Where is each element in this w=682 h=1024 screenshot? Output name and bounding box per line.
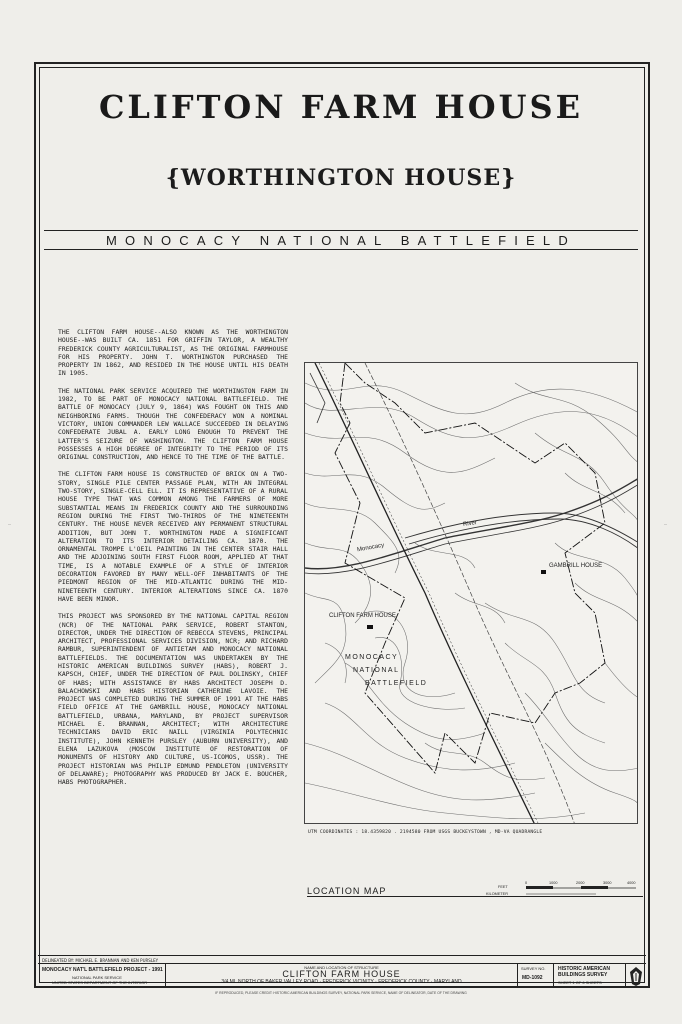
scale-km-label: KILOMETER xyxy=(486,892,508,896)
topographic-map-drawing xyxy=(305,363,638,824)
habs-line-1: HISTORIC AMERICAN xyxy=(558,966,610,972)
battlefield-band xyxy=(44,230,638,250)
habs-line-2: BUILDINGS SURVEY xyxy=(558,972,608,978)
title-block-project-cell xyxy=(38,964,166,988)
location-map xyxy=(304,362,638,824)
paragraph-history: THE CLIFTON FARM HOUSE--ALSO KNOWN AS THE WORTHINGTON HOUSE--WAS BUILT CA. 1851 FOR GRIFFIN TAYLOR, A WEALTHY FREDERICK COUNTY AGRICULTURALIST, AS THE ORIGINAL FARMHOUSE FOR HIS PROPERTY. JOHN T. WORTHINGTON PURCHASED THE PROPERTY IN 1862, AND RESIDED IN THE HOUSE UNTIL HIS DEATH IN 1905. xyxy=(58,328,288,378)
map-label-river-2: River xyxy=(462,520,478,528)
scale-feet-label: FEET xyxy=(498,885,508,889)
agency-nps: NATIONAL PARK SERVICE xyxy=(72,975,122,980)
title-block-habs-cell xyxy=(554,964,626,988)
title-block-survey-cell xyxy=(518,964,554,988)
map-label-river: Monocacy xyxy=(356,542,385,554)
registration-mark-right: — xyxy=(664,522,667,526)
paragraph-acquisition: THE NATIONAL PARK SERVICE ACQUIRED THE WORTHINGTON FARM IN 1982, TO BE PART OF MONOCACY NATIONAL BATTLEFIELD. THE BATTLE OF MONOCACY (JULY 9, 1864) WAS FOUGHT ON THIS AND NEIGHBORING FARMS. THOUGH THE CONFEDERACY WON A NOMINAL VICTORY, UNION COMMANDER LEW WALLACE SUCCEEDED IN DELAYING CONFEDERATE JUBAL A. EARLY LONG ENOUGH TO PREVENT THE LATTER'S SEIZURE OF WASHINGTON. THE CLIFTON FARM HOUSE POSSESSES A HIGH DEGREE OF INTEGRITY TO THE PERIOD OF ITS ORIGINAL CONSTRUCTION, AND HENCE TO THE TIME OF THE BATTLE. xyxy=(58,386,288,462)
scale-tick-3: 3000 xyxy=(603,881,612,885)
survey-caption: SURVEY NO. xyxy=(521,966,546,971)
nps-arrowhead-icon xyxy=(626,964,646,988)
scale-bar xyxy=(486,882,636,898)
drawing-subtitle: {WORTHINGTON HOUSE} xyxy=(165,165,517,191)
battlefield-band-text: MONOCACY NATIONAL BATTLEFIELD xyxy=(106,233,576,248)
history-text-column xyxy=(58,328,288,795)
agency-doi: UNITED STATES DEPARTMENT OF THE INTERIOR xyxy=(52,980,148,985)
clifton-farm-house-marker xyxy=(367,625,373,629)
map-label-battlefield: BATTLEFIELD xyxy=(365,680,428,687)
survey-number: MD-1092 xyxy=(522,975,543,981)
registration-mark-left: — xyxy=(8,522,11,526)
structure-caption: NAME AND LOCATION OF STRUCTURE xyxy=(304,965,379,970)
scale-tick-0: 0 xyxy=(525,881,528,885)
map-label-national: NATIONAL xyxy=(353,667,400,674)
delineated-by: DELINEATED BY: MICHAEL E. BRANNAN AND KEN PURSLEY xyxy=(42,958,159,963)
paragraph-project-credits: THIS PROJECT WAS SPONSORED BY THE NATIONAL CAPITAL REGION (NCR) OF THE NATIONAL PARK SERVICE, ROBERT STANTON, DIRECTOR, UNDER THE DIRECTION OF REBECCA STEVENS, PRINCIPAL ARCHITECT, PROFESSIONAL SERVICES DIVISION, NCR; AND RICHARD RAMBUR, SUPERINTENDENT OF ANTIETAM AND MONOCACY NATIONAL BATTLEFIELDS. THE DOCUMENTATION WAS UNDERTAKEN BY THE HISTORIC AMERICAN BUILDINGS SURVEY (HABS), ROBERT J. KAPSCH, CHIEF, UNDER THE DIRECTION OF PAUL DOLINSKY, CHIEF OF HABS; WITH ASSISTANCE BY HABS ARCHITECT JOSEPH D. BALACHOWSKI AND HABS HISTORIAN CATHERINE LAVOIE. THE PROJECT WAS COMPLETED DURING THE SUMMER OF 1991 AT THE HABS FIELD OFFICE AT THE GAMBRILL HOUSE, MONOCACY NATIONAL BATTLEFIELD, URBANA, MARYLAND, BY PROJECT SUPERVISOR MICHAEL E. BRANNAN, ARCHITECT; WITH ARCHITECTURE TECHNICIANS DAVID ERIC NAILL (VIRGINIA POLYTECHNIC INSTITUTE), JOHN KENNETH PURSLEY (AUBURN UNIVERSITY), AND ELENA LAZUKOVA (MOSCOW INSTITUTE OF RESTORATION OF MONUMENTS OF HISTORY AND CULTURE, US-ICOMOS, USSR). THE PROJECT HISTORIAN WAS PHILIP EDMUND PENDLETON (UNIVERSITY OF DELAWARE); PHOTOGRAPHY WAS PRODUCED BY JACK E. BOUCHER, HABS PHOTOGRAPHER. xyxy=(58,612,288,787)
map-label-gambrill: GAMBRILL HOUSE xyxy=(549,563,603,569)
project-name: MONOCACY NAT'L BATTLEFIELD PROJECT - 1991 xyxy=(42,967,163,973)
title-block xyxy=(38,963,646,988)
paragraph-construction: THE CLIFTON FARM HOUSE IS CONSTRUCTED OF BRICK ON A TWO-STORY, SINGLE PILE CENTER PASSAGE PLAN, WITH AN INTEGRAL TWO-STORY, SINGLE-CELL ELL. IT IS REPRESENTATIVE OF A RURAL HOUSE TYPE THAT WAS COMMON AMONG THE FARMERS OF MORE SUBSTANTIAL MEANS IN FREDERICK COUNTY AND THE SURROUNDING REGION DURING THE FIRST TWO-THIRDS OF THE NINETEENTH CENTURY. THE HOUSE NEVER RECEIVED ANY PERMANENT STRUCTURAL ADDITION, BUT JOHN T. WORTHINGTON MADE A SIGNIFICANT ALTERATION TO ITS INTERIOR DETAILING CA. 1870. THE ORNAMENTAL TROMPE L'OEIL PAINTING IN THE CENTER STAIR HALL AND THE ADJOINING SOUTH FIRST FLOOR ROOM, APPLIED AT THAT TIME, IS A NOTABLE EXAMPLE OF A STYLE OF INTERIOR DECORATION FAVORED BY MANY WELL-OFF INHABITANTS OF THE PIEDMONT REGION OF THE MID-ATLANTIC DURING THE MID-NINETEENTH CENTURY. INTERIOR ALTERATIONS SINCE CA. 1870 HAVE BEEN MINOR. xyxy=(58,470,288,603)
sheet-number: SHEET 1 OF 6 SHEETS xyxy=(558,980,602,985)
title-block-structure-cell xyxy=(166,964,518,988)
scale-tick-2: 2000 xyxy=(576,881,585,885)
gambrill-house-marker xyxy=(541,570,546,574)
drawing-title: CLIFTON FARM HOUSE xyxy=(98,88,584,126)
location-map-caption: LOCATION MAP xyxy=(307,886,643,897)
utm-coordinates: UTM COORDINATES : 18.4359820 . 2194580 FROM USGS BUCKEYSTOWN , MD-VA QUADRANGLE xyxy=(308,830,543,835)
scale-tick-1: 1000 xyxy=(549,881,558,885)
map-label-monocacy: MONOCACY xyxy=(345,654,399,661)
reproduction-credit-note: IF REPRODUCED, PLEASE CREDIT: HISTORIC AMERICAN BUILDINGS SURVEY, NATIONAL PARK SERVICE, NAME OF DELINEATOR, DATE OF THE DRAWING xyxy=(215,991,467,995)
scale-bar-graphic xyxy=(486,882,636,898)
map-label-clifton: CLIFTON FARM HOUSE xyxy=(329,613,396,619)
scale-tick-4: 4000 xyxy=(627,881,636,885)
title-block-logo-cell xyxy=(626,964,646,988)
structure-name: CLIFTON FARM HOUSE xyxy=(282,969,401,979)
structure-location: 3/4 MI. NORTH OF BAKER VALLEY ROAD · FREDERICK VICINITY · FREDERICK COUNTY · MARYLAND xyxy=(221,979,462,985)
railroad-line xyxy=(315,363,535,824)
